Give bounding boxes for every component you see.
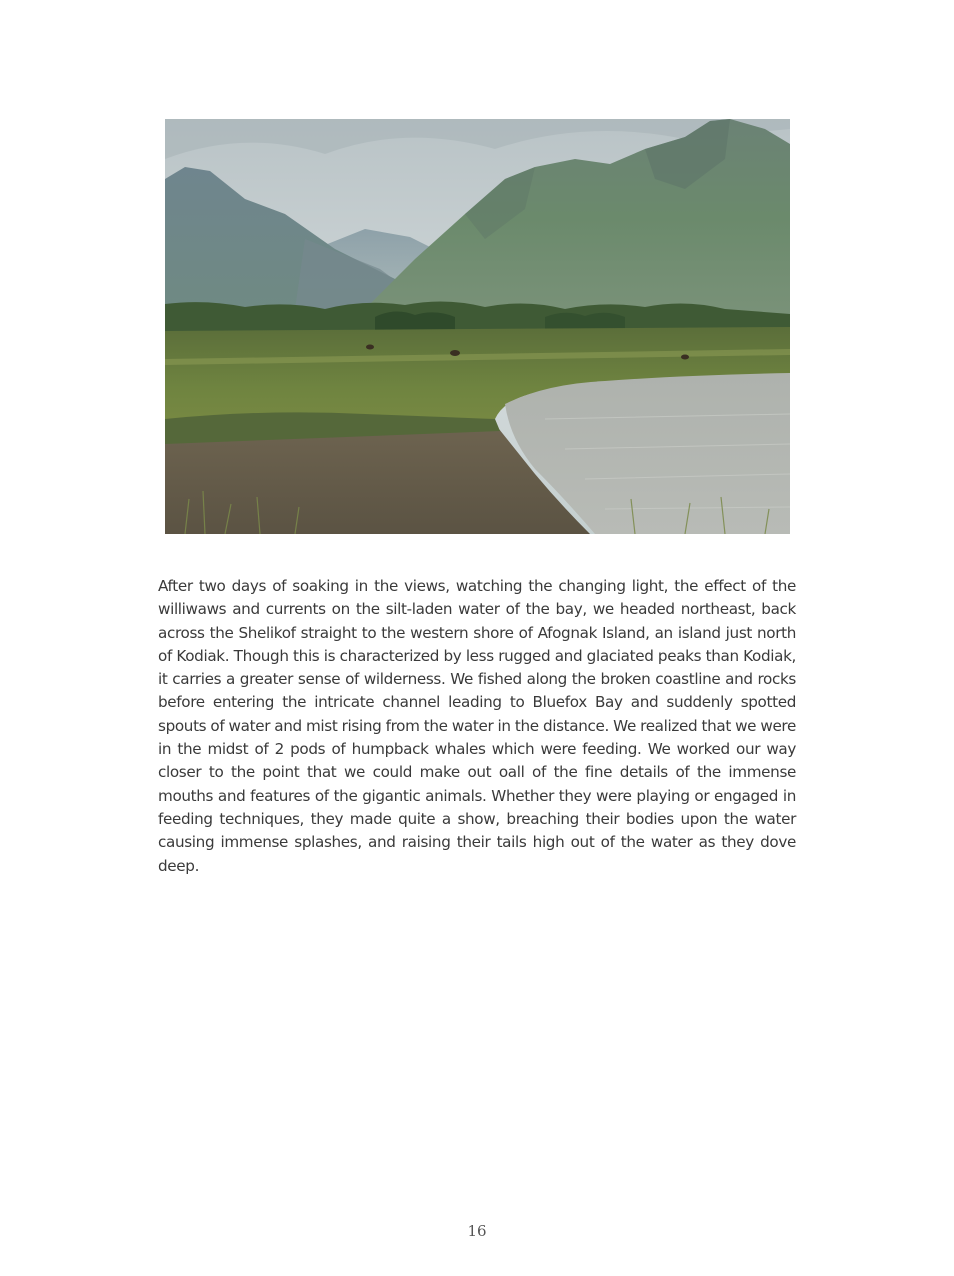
- page-number: 16: [467, 1222, 487, 1240]
- landscape-photo: [165, 119, 790, 534]
- body-paragraph: After two days of soaking in the views, watching the changing light, the effect of the williwaws and currents on the silt-laden water of the bay, we headed northeast, back across the Shelikof straight to the western shore of Afognak Island, an island just north of Kodiak. Though this is characterized by less rugged and glaciated peaks than Kodiak, it carries a greater sense of wilderness. We fished along the broken coastline and rocks before entering the intricate channel leading to Bluefox Bay and suddenly spotted spouts of water and mist rising from the water in the distance. We realized that we were in the midst of 2 pods of humpback whales which were feeding. We worked our way closer to the point that we could make out oall of the fine details of the immense mouths and features of the gigantic animals. Whether they were playing or engaged in feeding techniques, they made quite a show, breaching their bodies upon the water causing immense splashes, and raising their tails high out of the water as they dove deep.: [158, 577, 796, 875]
